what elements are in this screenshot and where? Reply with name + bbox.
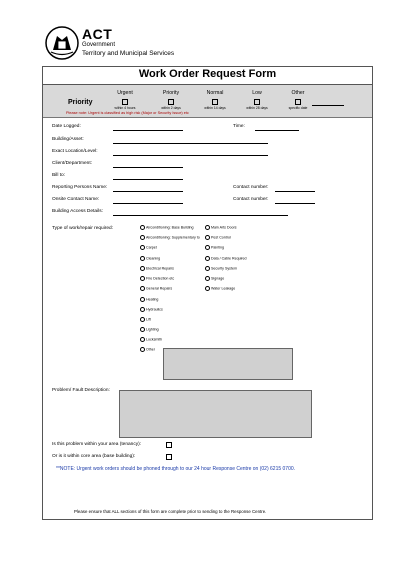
building-asset-label: Building/Asset: bbox=[52, 137, 84, 142]
radio-icon bbox=[205, 225, 210, 230]
work-type-option[interactable]: Locksmith bbox=[140, 337, 162, 342]
priority-other bbox=[273, 90, 323, 110]
radio-icon bbox=[140, 225, 145, 230]
radio-icon bbox=[205, 276, 210, 281]
priority-low-checkbox[interactable] bbox=[254, 99, 260, 105]
radio-icon bbox=[205, 256, 210, 261]
priority-other-checkbox[interactable] bbox=[295, 99, 301, 105]
type-of-work-label: Type of work/repair required: bbox=[52, 226, 114, 231]
core-area-checkbox[interactable] bbox=[166, 454, 172, 460]
exact-location-label: Exact Location/Level: bbox=[52, 149, 98, 154]
priority-priority-checkbox[interactable] bbox=[168, 99, 174, 105]
bill-to-label: Bill to: bbox=[52, 173, 66, 178]
client-department-label: Client/Department: bbox=[52, 161, 92, 166]
building-access-details-label: Building Access Details: bbox=[52, 209, 103, 214]
onsite-contact-name-label: Onsite Contact Name: bbox=[52, 197, 100, 202]
reporting-persons-name-field[interactable] bbox=[113, 191, 183, 192]
problem-description-label: Problem/ Fault Description: bbox=[52, 388, 110, 393]
org-department: Territory and Municipal Services bbox=[82, 50, 175, 57]
priority-urgent-label: Urgent bbox=[117, 90, 133, 96]
reporting-persons-name-label: Reporting Persons Name: bbox=[52, 185, 108, 190]
form-title: Work Order Request Form bbox=[138, 68, 277, 80]
radio-icon bbox=[205, 266, 210, 271]
work-type-option[interactable]: Lighting bbox=[140, 327, 159, 332]
priority-normal-checkbox[interactable] bbox=[212, 99, 218, 105]
footer-instruction: Please ensure that ALL sections of this form are complete prior to sending to the Response Centre. bbox=[74, 509, 267, 514]
contact-number-2-label: Contact number: bbox=[233, 197, 269, 202]
priority-low-sub: within 28 days bbox=[246, 106, 268, 110]
priority-note: Please note: Urgent is classified as high risk (Major or Security Issue) etc bbox=[66, 111, 189, 115]
priority-other-date-line[interactable] bbox=[312, 105, 344, 106]
contact-number-field[interactable] bbox=[275, 191, 315, 192]
work-type-option[interactable]: Airconditioning: Supplementary to bbox=[140, 235, 200, 240]
priority-priority-sub: within 2 days bbox=[161, 106, 181, 110]
other-work-type-textbox[interactable] bbox=[163, 348, 293, 380]
work-type-option[interactable]: Airconditioning: Base Building bbox=[140, 225, 194, 230]
radio-icon bbox=[140, 327, 145, 332]
radio-icon bbox=[205, 286, 210, 291]
priority-urgent-checkbox[interactable] bbox=[122, 99, 128, 105]
work-type-option[interactable]: Cleaning bbox=[140, 256, 160, 261]
contact-number-label: Contact number: bbox=[233, 185, 269, 190]
time-label: Time: bbox=[233, 124, 245, 129]
priority-normal-sub: within 14 days bbox=[204, 106, 226, 110]
date-logged-label: Date Logged: bbox=[52, 124, 81, 129]
exact-location-field[interactable] bbox=[113, 155, 268, 156]
radio-icon bbox=[140, 256, 145, 261]
priority-urgent bbox=[100, 90, 150, 110]
work-type-option[interactable]: Main Arts Doors bbox=[205, 225, 237, 230]
work-type-option-other[interactable]: Other bbox=[140, 347, 155, 352]
priority-priority-label: Priority bbox=[162, 90, 180, 96]
onsite-contact-name-field[interactable] bbox=[113, 203, 183, 204]
priority-other-sub: specific date bbox=[288, 106, 308, 110]
radio-icon bbox=[140, 347, 145, 352]
work-type-option[interactable]: Data / Cable Required bbox=[205, 256, 247, 261]
work-type-option[interactable]: Lift bbox=[140, 317, 151, 322]
radio-icon bbox=[205, 235, 210, 240]
work-type-option[interactable]: General Repairs bbox=[140, 286, 172, 291]
org-government: Government bbox=[82, 42, 116, 48]
client-department-field[interactable] bbox=[113, 167, 183, 168]
priority-other-label: Other bbox=[291, 90, 305, 96]
work-type-option[interactable]: Carpet bbox=[140, 245, 157, 250]
work-type-option[interactable]: Water Leakage bbox=[205, 286, 235, 291]
radio-icon bbox=[140, 317, 145, 322]
work-type-option[interactable]: Heating bbox=[140, 297, 158, 302]
radio-icon bbox=[140, 276, 145, 281]
within-area-checkbox[interactable] bbox=[166, 442, 172, 448]
org-acronym: ACT bbox=[82, 26, 113, 42]
work-type-option[interactable]: Fire Detection etc bbox=[140, 276, 174, 281]
radio-icon bbox=[140, 286, 145, 291]
priority-priority bbox=[146, 90, 196, 110]
urgent-phone-note: **NOTE: Urgent work orders should be phoned through to our 24 hour Response Centre on (02) 6215 0700. bbox=[56, 466, 296, 472]
work-type-option[interactable]: Hydraulics bbox=[140, 307, 163, 312]
work-type-option[interactable]: Electrical Repairs bbox=[140, 266, 174, 271]
date-logged-field[interactable] bbox=[113, 130, 183, 131]
contact-number-2-field[interactable] bbox=[275, 203, 315, 204]
time-field[interactable] bbox=[255, 130, 299, 131]
form-frame bbox=[42, 66, 373, 520]
priority-low-label: Low bbox=[252, 90, 262, 96]
building-access-details-field[interactable] bbox=[113, 215, 288, 216]
work-type-option[interactable]: Signage bbox=[205, 276, 224, 281]
priority-urgent-sub: within 4 hours bbox=[114, 106, 136, 110]
priority-normal-label: Normal bbox=[206, 90, 224, 96]
work-type-option[interactable]: Painting bbox=[205, 245, 224, 250]
radio-icon bbox=[140, 297, 145, 302]
work-type-option[interactable]: Security System bbox=[205, 266, 237, 271]
radio-icon bbox=[140, 235, 145, 240]
building-asset-field[interactable] bbox=[113, 143, 268, 144]
act-coat-of-arms-logo bbox=[45, 26, 79, 60]
core-area-label: Or is it within core area (base building): bbox=[52, 454, 136, 459]
radio-icon bbox=[140, 307, 145, 312]
priority-label: Priority bbox=[68, 99, 93, 106]
work-type-option[interactable]: Pest Control bbox=[205, 235, 231, 240]
problem-description-textbox[interactable] bbox=[119, 390, 312, 438]
radio-icon bbox=[205, 245, 210, 250]
radio-icon bbox=[140, 266, 145, 271]
radio-icon bbox=[140, 245, 145, 250]
radio-icon bbox=[140, 337, 145, 342]
bill-to-field[interactable] bbox=[113, 179, 183, 180]
within-area-label: Is this problem within your area (tenancy): bbox=[52, 442, 142, 447]
